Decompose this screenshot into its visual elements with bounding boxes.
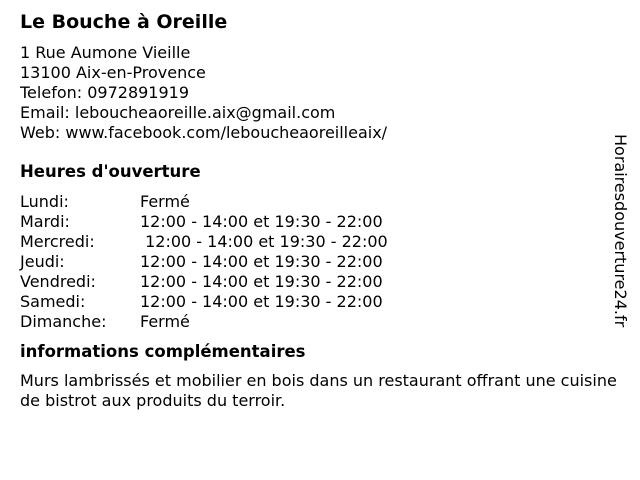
hours-row-vendredi — [20, 272, 632, 292]
opening-hours-heading: Heures d'ouverture — [20, 162, 201, 181]
hours-day: Dimanche: — [20, 312, 107, 331]
hours-time: 12:00 - 14:00 et 19:30 - 22:00 — [140, 212, 383, 231]
hours-row-samedi — [20, 292, 632, 312]
hours-day: Vendredi: — [20, 272, 96, 291]
hours-day: Lundi: — [20, 192, 69, 211]
hours-time: Fermé — [140, 192, 190, 211]
site-watermark: Horairesdouverture24.fr — [611, 134, 630, 328]
hours-time: Fermé — [140, 312, 190, 331]
restaurant-description: Murs lambrissés et mobilier en bois dans un restaurant offrant une cuisine de bistrot aux produits du terroir. — [20, 371, 617, 410]
hours-row-lundi — [20, 192, 632, 212]
address-line-2: 13100 Aix-en-Provence — [20, 63, 206, 82]
web-text: Web: www.facebook.com/leboucheaoreilleaix/ — [20, 123, 388, 142]
hours-time: 12:00 - 14:00 et 19:30 - 22:00 — [140, 292, 383, 311]
hours-day: Mercredi: — [20, 232, 95, 251]
hours-day: Mardi: — [20, 212, 70, 231]
email-text: Email: leboucheaoreille.aix@gmail.com — [20, 103, 336, 122]
hours-row-jeudi — [20, 252, 632, 272]
hours-row-mardi — [20, 212, 632, 232]
opening-hours-list — [20, 192, 632, 332]
hours-time: 12:00 - 14:00 et 19:30 - 22:00 — [140, 252, 383, 271]
hours-row-dimanche — [20, 312, 632, 332]
hours-row-mercredi — [20, 232, 632, 252]
business-card — [20, 10, 632, 411]
hours-time: 12:00 - 14:00 et 19:30 - 22:00 — [140, 232, 388, 251]
address-line-1: 1 Rue Aumone Vieille — [20, 43, 191, 62]
hours-day: Samedi: — [20, 292, 86, 311]
hours-time: 12:00 - 14:00 et 19:30 - 22:00 — [140, 272, 383, 291]
business-name: Le Bouche à Oreille — [20, 11, 228, 33]
hours-day: Jeudi: — [20, 252, 65, 271]
additional-info-heading: informations complémentaires — [20, 342, 306, 361]
phone-text: Telefon: 0972891919 — [20, 83, 190, 102]
